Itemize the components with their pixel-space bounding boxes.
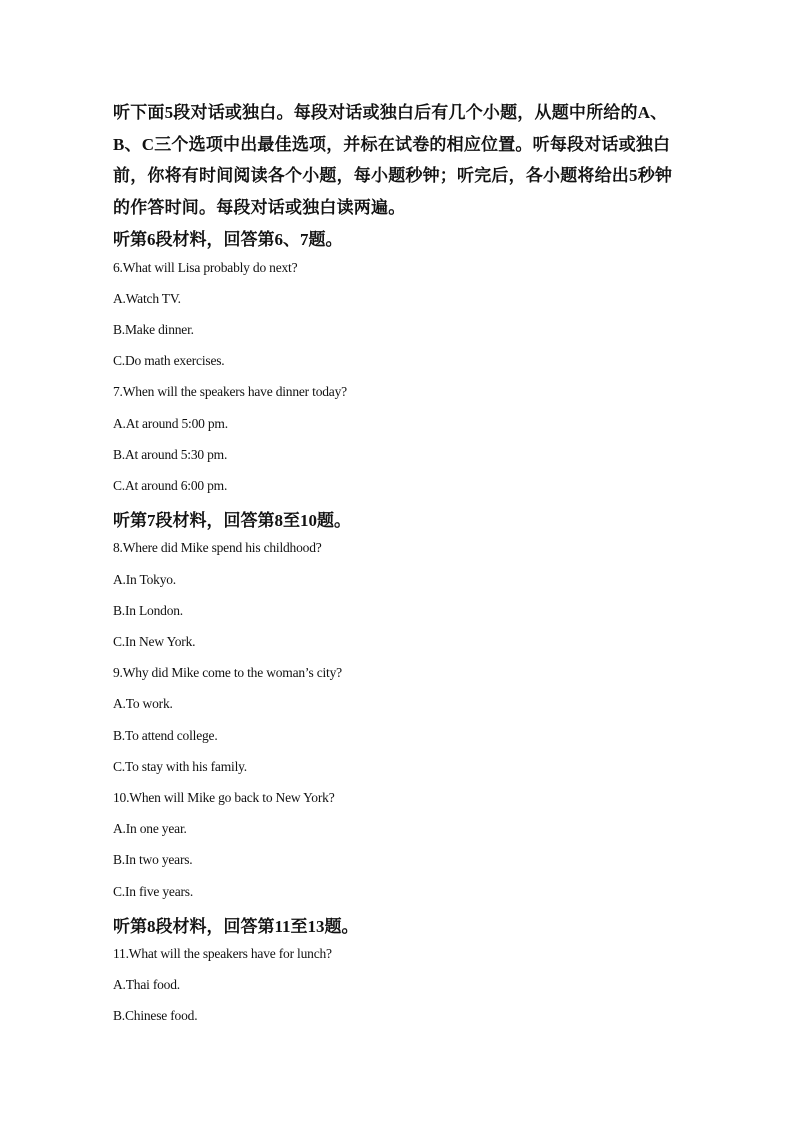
section-heading: 听第8段材料，回答第11至13题。 [113, 917, 359, 936]
option-a: A.To work. [113, 696, 173, 711]
option-c: C.In New York. [113, 634, 196, 649]
option-a: A.In Tokyo. [113, 572, 176, 587]
question-text: 11.What will the speakers have for lunch? [113, 946, 332, 961]
option-b: B.Chinese food. [113, 1008, 198, 1023]
option-b: B.To attend college. [113, 728, 218, 743]
option-b: B.Make dinner. [113, 322, 194, 337]
question-text: 8.Where did Mike spend his childhood? [113, 540, 322, 555]
option-c: C.To stay with his family. [113, 759, 247, 774]
option-a: A.At around 5:00 pm. [113, 416, 228, 431]
option-b: B.At around 5:30 pm. [113, 447, 228, 462]
option-c: C.At around 6:00 pm. [113, 478, 228, 493]
instructions-paragraph: 听下面5段对话或独白。每段对话或独白后有几个小题，从题中所给的A、B、C三个选项中出最佳选项，并标在试卷的相应位置。听每段对话或独白前，你将有时间阅读各个小题，每小题秒钟；听完后，各小题将给出5秒钟的作答时间。每段对话或独白读两遍。 [113, 103, 673, 217]
question-text: 6.What will Lisa probably do next? [113, 260, 298, 275]
option-a: A.In one year. [113, 821, 187, 836]
option-b: B.In London. [113, 603, 183, 618]
option-c: C.Do math exercises. [113, 353, 225, 368]
option-a: A.Thai food. [113, 977, 180, 992]
section-heading: 听第6段材料，回答第6、7题。 [113, 230, 343, 249]
question-text: 10.When will Mike go back to New York? [113, 790, 335, 805]
question-text: 9.Why did Mike come to the woman’s city? [113, 665, 342, 680]
option-a: A.Watch TV. [113, 291, 181, 306]
section-heading: 听第7段材料，回答第8至10题。 [113, 511, 351, 530]
option-c: C.In five years. [113, 884, 194, 899]
option-b: B.In two years. [113, 852, 193, 867]
question-text: 7.When will the speakers have dinner today? [113, 384, 347, 399]
